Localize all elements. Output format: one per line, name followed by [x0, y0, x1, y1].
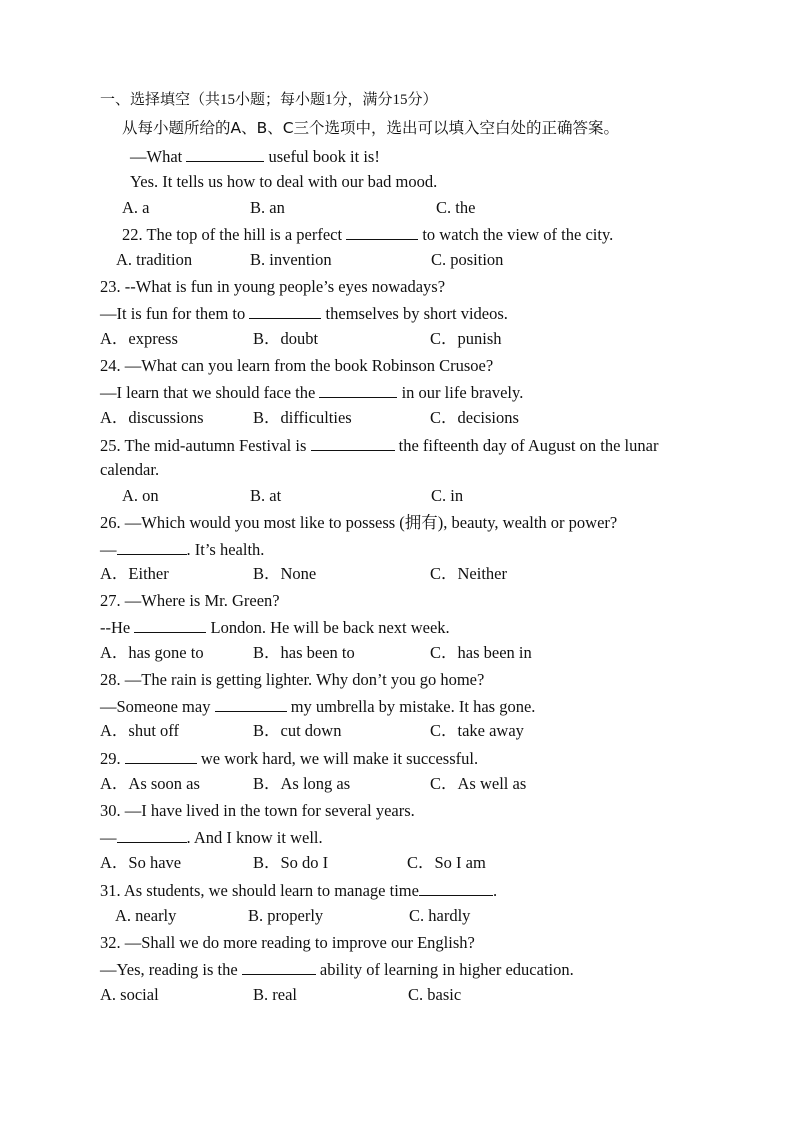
- question-5-line-1: [100, 435, 658, 456]
- options-row: [0, 198, 793, 218]
- question-6-line-1: [100, 513, 617, 533]
- question-9-line-1: [100, 748, 478, 769]
- option-b[interactable]: B．None: [253, 564, 317, 583]
- option-a[interactable]: A. nearly: [115, 906, 177, 925]
- option-c[interactable]: C. basic: [408, 985, 462, 1004]
- question-text: —Yes, reading is the: [100, 960, 242, 979]
- option-a[interactable]: A．As soon as: [100, 774, 200, 793]
- option-c[interactable]: C．Neither: [430, 564, 507, 583]
- option-a[interactable]: A. a: [122, 198, 150, 217]
- options-row: [0, 564, 793, 584]
- question-1-line-2: [130, 172, 437, 192]
- question-text: useful book it is!: [264, 147, 380, 166]
- option-c[interactable]: C. in: [431, 486, 464, 505]
- option-a[interactable]: A．has gone to: [100, 643, 204, 662]
- question-2-line-1: [122, 224, 613, 245]
- option-b[interactable]: B．difficulties: [253, 408, 352, 427]
- question-text: —I learn that we should face the: [100, 383, 320, 402]
- question-text: —What: [130, 147, 187, 166]
- answer-blank[interactable]: [346, 224, 418, 240]
- option-b[interactable]: B. properly: [248, 906, 324, 925]
- question-text: 30. —I have lived in the town for several years.: [100, 801, 415, 820]
- option-b[interactable]: B. an: [250, 198, 285, 217]
- answer-blank[interactable]: [117, 539, 187, 555]
- question-text: 27. —Where is Mr. Green?: [100, 591, 280, 610]
- question-text: 31. As students, we should learn to manage time: [100, 881, 419, 900]
- question-text: 28. —The rain is getting lighter. Why don’t you go home?: [100, 670, 485, 689]
- options-row: [0, 853, 793, 873]
- option-c[interactable]: C．take away: [430, 721, 524, 740]
- answer-blank[interactable]: [117, 827, 187, 843]
- option-b[interactable]: B．doubt: [253, 329, 319, 348]
- options-row: [0, 408, 793, 428]
- question-1-line-1: [130, 146, 380, 167]
- question-12-line-2: [100, 959, 574, 980]
- option-a[interactable]: A. tradition: [116, 250, 193, 269]
- question-text: to watch the view of the city.: [418, 225, 614, 244]
- option-b[interactable]: B. real: [253, 985, 297, 1004]
- answer-blank[interactable]: [215, 696, 287, 712]
- options-row: [0, 643, 793, 663]
- question-text: calendar.: [100, 460, 160, 479]
- answer-blank[interactable]: [319, 382, 397, 398]
- question-10-line-2: [100, 827, 323, 848]
- option-c[interactable]: C. hardly: [409, 906, 471, 925]
- option-a[interactable]: A．So have: [100, 853, 182, 872]
- section-header: 一、选择填空（共15小题；每小题1分，满分15分）: [100, 92, 438, 108]
- question-text: —: [100, 828, 117, 847]
- question-text: . It’s health.: [186, 540, 265, 559]
- options-row: [0, 329, 793, 349]
- question-text: 26. —Which would you most like to possess (拥有), beauty, wealth or power?: [100, 513, 618, 532]
- question-6-line-2: [100, 539, 264, 560]
- option-c[interactable]: C．has been in: [430, 643, 532, 662]
- question-5-line-2: [100, 460, 159, 480]
- question-3-line-2: [100, 303, 508, 324]
- option-b[interactable]: B．So do I: [253, 853, 329, 872]
- answer-blank[interactable]: [249, 303, 321, 319]
- answer-blank[interactable]: [125, 748, 197, 764]
- answer-blank[interactable]: [186, 146, 264, 162]
- question-7-line-2: [100, 617, 450, 638]
- question-text: London. He will be back next week.: [206, 618, 450, 637]
- question-text: my umbrella by mistake. It has gone.: [286, 697, 536, 716]
- answer-blank[interactable]: [242, 959, 316, 975]
- question-8-line-2: [100, 696, 535, 717]
- question-text: —Someone may: [100, 697, 215, 716]
- question-text: the fifteenth day of August on the lunar: [394, 436, 659, 455]
- option-b[interactable]: B．has been to: [253, 643, 355, 662]
- option-c[interactable]: C．As well as: [430, 774, 527, 793]
- option-a[interactable]: A．shut off: [100, 721, 179, 740]
- options-row: [0, 721, 793, 741]
- answer-blank[interactable]: [419, 880, 493, 896]
- option-b[interactable]: B. at: [250, 486, 282, 505]
- question-text: —It is fun for them to: [100, 304, 250, 323]
- question-text: 24. —What can you learn from the book Robinson Crusoe?: [100, 356, 494, 375]
- option-a[interactable]: A. on: [122, 486, 159, 505]
- options-row: [0, 774, 793, 794]
- question-text: 25. The mid-autumn Festival is: [100, 436, 311, 455]
- question-text: 29.: [100, 749, 125, 768]
- question-text: themselves by short videos.: [321, 304, 508, 323]
- question-text: in our life bravely.: [397, 383, 524, 402]
- option-a[interactable]: A. social: [100, 985, 159, 1004]
- instruction: 从每小题所给的A、B、C三个选项中，选出可以填入空白处的正确答案。: [122, 119, 620, 137]
- question-8-line-1: [100, 670, 484, 690]
- option-c[interactable]: C．So I am: [407, 853, 486, 872]
- question-text: 22. The top of the hill is a perfect: [122, 225, 347, 244]
- question-4-line-1: [100, 356, 493, 376]
- question-11-line-1: [100, 880, 497, 901]
- question-4-line-2: [100, 382, 523, 403]
- option-c[interactable]: C. position: [431, 250, 504, 269]
- option-b[interactable]: B．cut down: [253, 721, 342, 740]
- option-c[interactable]: C．punish: [430, 329, 502, 348]
- question-text: 32. —Shall we do more reading to improve our English?: [100, 933, 475, 952]
- option-b[interactable]: B．As long as: [253, 774, 351, 793]
- options-row: [0, 250, 793, 270]
- question-3-line-1: [100, 277, 445, 297]
- question-text: --He: [100, 618, 135, 637]
- question-10-line-1: [100, 801, 415, 821]
- options-row: [0, 985, 793, 1005]
- question-text: . And I know it well.: [186, 828, 323, 847]
- option-a[interactable]: A．discussions: [100, 408, 204, 427]
- options-row: [0, 486, 793, 506]
- question-text: Yes. It tells us how to deal with our bad mood.: [130, 172, 438, 191]
- option-b[interactable]: B. invention: [250, 250, 332, 269]
- question-12-line-1: [100, 933, 475, 953]
- question-text: we work hard, we will make it successful.: [196, 749, 479, 768]
- question-text: 23. --What is fun in young people’s eyes nowadays?: [100, 277, 446, 296]
- options-row: [0, 906, 793, 926]
- question-text: —: [100, 540, 117, 559]
- option-a[interactable]: A．Either: [100, 564, 169, 583]
- option-a[interactable]: A．express: [100, 329, 178, 348]
- question-text: .: [492, 881, 498, 900]
- answer-blank[interactable]: [134, 617, 206, 633]
- question-7-line-1: [100, 591, 280, 611]
- option-c[interactable]: C．decisions: [430, 408, 519, 427]
- answer-blank[interactable]: [311, 435, 395, 451]
- option-c[interactable]: C. the: [436, 198, 476, 217]
- question-text: ability of learning in higher education.: [315, 960, 574, 979]
